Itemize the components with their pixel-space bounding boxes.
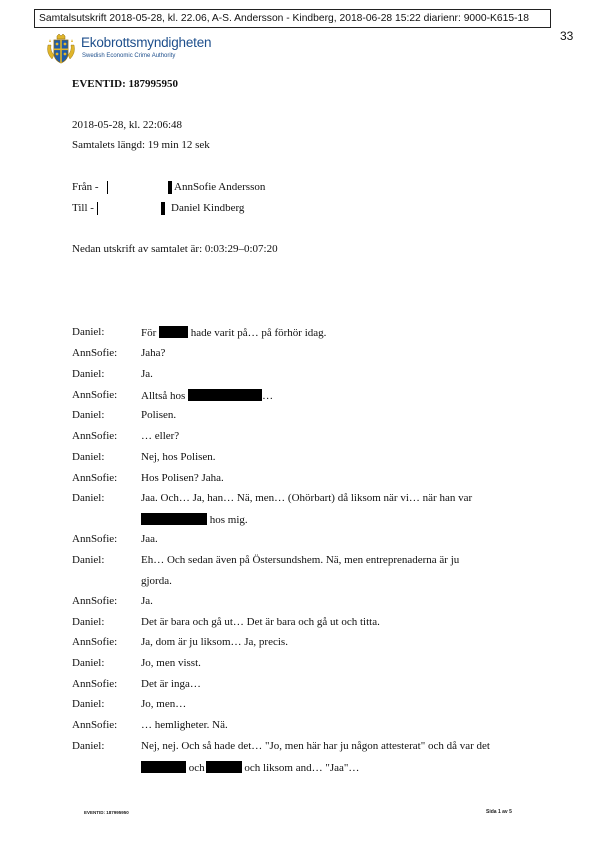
document-stamp: Samtalsutskrift 2018-05-28, kl. 22.06, A-S. Andersson - Kindberg, 2018-06-28 15:22 diarienr: 9000-K615-18 [34, 9, 551, 28]
utterance-text: … [262, 390, 274, 402]
utterance: Nej, nej. Och så hade det… "Jo, men här har ju någon attesterat" och då var det [141, 740, 490, 752]
footer-eventid: EVENTID: 187995950 [84, 810, 129, 815]
utterance: Jaa. [141, 533, 158, 545]
utterance: … eller? [141, 430, 180, 442]
utterance-text: och liksom and… "Jaa"… [244, 762, 360, 774]
utterance: Polisen. [141, 409, 177, 421]
utterance: Eh… Och sedan även på Östersundshem. Nä, men entreprenaderna är ju [141, 554, 460, 566]
from-label: Från - [72, 181, 99, 193]
utterance: … hemligheter. Nä. [141, 719, 228, 731]
utterance-text: hade varit på… på förhör idag. [190, 327, 327, 339]
speaker-label: Daniel: [72, 492, 105, 504]
from-name: AnnSofie Andersson [174, 181, 266, 193]
utterance: Hos Polisen? Jaha. [141, 472, 224, 484]
utterance: Nej, hos Polisen. [141, 451, 216, 463]
speaker-label: Daniel: [72, 409, 105, 421]
to-label: Till - [72, 202, 94, 214]
redaction-bar [168, 181, 172, 194]
utterance: Jaha? [141, 347, 166, 359]
speaker-label: Daniel: [72, 698, 105, 710]
redaction-bar [107, 181, 108, 194]
utterance: Ja. [141, 368, 153, 380]
redaction-bar [97, 202, 98, 215]
utterance-text: hos mig. [209, 514, 248, 526]
utterance [141, 326, 326, 339]
redaction-box [141, 761, 186, 773]
excerpt-note: Nedan utskrift av samtalet är: 0:03:29–0:07:20 [72, 243, 278, 255]
utterance: Ja. [141, 595, 153, 607]
redaction-box [159, 326, 188, 338]
speaker-label: Daniel: [72, 740, 105, 752]
utterance [141, 389, 273, 402]
agency-tagline: Swedish Economic Crime Authority [82, 53, 176, 59]
speaker-label: AnnSofie: [72, 595, 118, 607]
speaker-label: Daniel: [72, 451, 105, 463]
page-number: 33 [560, 29, 574, 43]
redaction-box [141, 513, 207, 525]
utterance-text: och [188, 762, 205, 774]
utterance [141, 761, 359, 774]
footer-page-count: Sida 1 av 5 [486, 809, 512, 815]
utterance [141, 513, 248, 526]
utterance: Det är bara och gå ut… Det är bara och gå ut och titta. [141, 616, 380, 628]
call-duration: Samtalets längd: 19 min 12 sek [72, 139, 210, 151]
utterance-text: För [141, 327, 157, 339]
utterance: Jo, men… [141, 698, 187, 710]
speaker-label: AnnSofie: [72, 389, 118, 401]
swedish-coat-of-arms-icon [46, 33, 76, 65]
call-datetime: 2018-05-28, kl. 22:06:48 [72, 119, 182, 131]
speaker-label: AnnSofie: [72, 533, 118, 545]
speaker-label: AnnSofie: [72, 636, 118, 648]
utterance: Det är inga… [141, 678, 201, 690]
redaction-box [206, 761, 242, 773]
agency-name: Ekobrottsmyndigheten [81, 35, 212, 50]
event-id: EVENTID: 187995950 [72, 78, 179, 90]
utterance: Jo, men visst. [141, 657, 201, 669]
speaker-label: AnnSofie: [72, 678, 118, 690]
speaker-label: AnnSofie: [72, 472, 118, 484]
speaker-label: Daniel: [72, 616, 105, 628]
speaker-label: AnnSofie: [72, 430, 118, 442]
speaker-label: Daniel: [72, 554, 105, 566]
utterance: Jaa. Och… Ja, han… Nä, men… (Ohörbart) då liksom när vi… när han var [141, 492, 473, 504]
redaction-box [188, 389, 262, 401]
speaker-label: Daniel: [72, 368, 105, 380]
agency-logo [46, 33, 236, 65]
speaker-label: Daniel: [72, 326, 105, 338]
speaker-label: AnnSofie: [72, 719, 118, 731]
utterance-text: Alltså hos [141, 390, 186, 402]
speaker-label: Daniel: [72, 657, 105, 669]
utterance: gjorda. [141, 575, 172, 587]
redaction-bar [161, 202, 165, 215]
to-name: Daniel Kindberg [171, 202, 245, 214]
speaker-label: AnnSofie: [72, 347, 118, 359]
utterance: Ja, dom är ju liksom… Ja, precis. [141, 636, 288, 648]
